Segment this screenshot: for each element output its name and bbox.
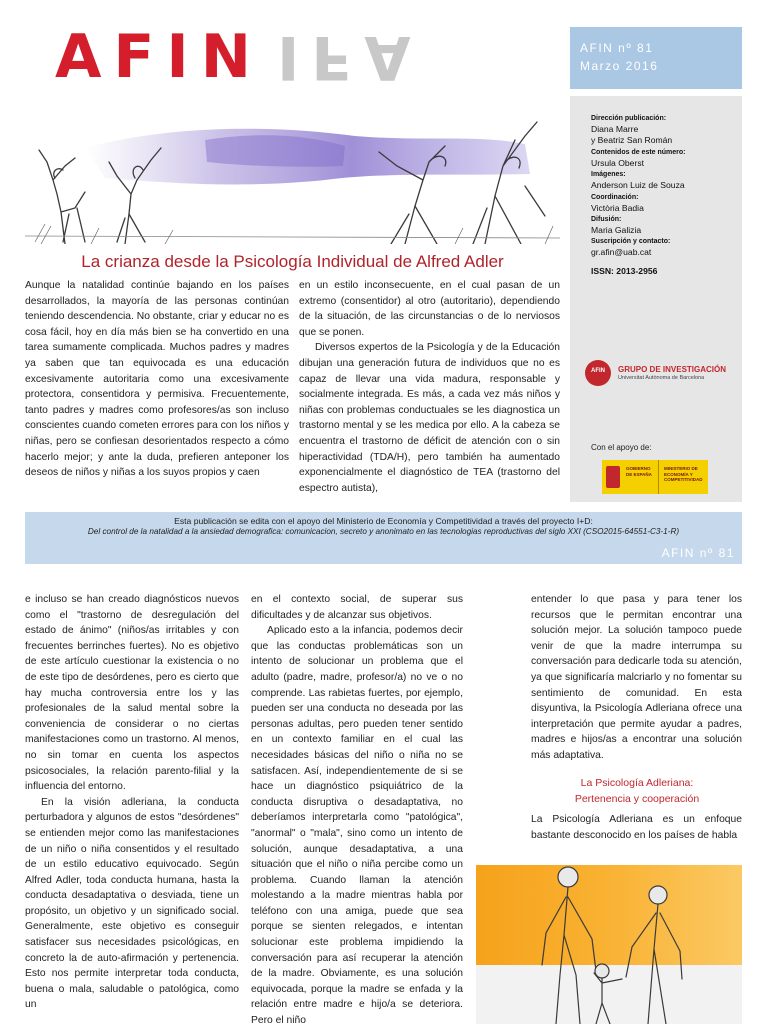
university-name: Universitat Autònoma de Barcelona [618,375,705,381]
subheading-line-2: Pertenencia y cooperación [574,793,700,805]
contact-email[interactable]: gr.afin@uab.cat [591,247,652,258]
ministry-divider [658,460,659,494]
subheading-line-1: La Psicología Adleriana: [580,777,694,789]
column-2 [299,278,560,496]
contenidos-value: Ursula Oberst [591,157,645,168]
support-label: Con el apoyo de: [591,443,652,452]
suscripcion-label: Suscripción y contacto: [591,238,671,246]
gov-label: GOBIERNO DE ESPAÑA [626,466,652,477]
coordinacion-value: Victòria Badia [591,202,644,213]
column-5 [531,592,742,764]
logo-mirror-i: I [276,22,312,92]
direccion-line-1: Diana Marre [591,124,639,134]
direccion-line-2: y Beatriz San Román [591,135,673,146]
logo-text: AFIN [55,22,263,92]
col4-paragraph-2: Aplicado esto a la infancia, podemos decir que las conductas problemáticas son un intento de solucionar un problema que el adulto (padre, madre, profesor/a) no ve o no comprende. Las rabietas fuertes, por ejemplo, pueden ser una conducta no deseada por las personas adultas, pero pueden tener sentido en un contexto familiar en el cual las necesidades básicas del niño o niña no se satisfacen. Así, independientemente de si se hace un diagnóstico psiquiátrico de la conducta disruptiva o desadaptativa, no deberíamos interpretarla como "patológica", "anormal" o "mala", sino como un intento de solución, aunque desadaptativa, a una situación que el niño o niña percibe como un problema. Cuando llaman la atención molestando a la madre mientras habla por teléfono con una amiga, puede que sea porque se sienten relegados, e intentan solucionar este problema impidiendo la conversación para así recuperar la atención de la madre. Obviamente, es una solución equivocada, porque la madre se enfada y la relación entre madre e hijo/a se deteriora. Pero el niño [251,625,463,1027]
afin-circle-logo [585,360,611,386]
group-name: GRUPO DE INVESTIGACIÓN [618,365,727,374]
column-5-continued [531,812,742,843]
logo-mirror-f: F [311,22,365,92]
hero-illustration [25,96,560,244]
issue-date: Marzo 2016 [580,59,659,73]
afin-logo [55,22,423,92]
issue-number: AFIN nº 81 [580,41,654,55]
issue-box [570,27,742,89]
col1-paragraph-1: Aunque la natalidad continúe bajando en los países desarrollados, la mayoría de las personas continúan teniendo descendencia. No obstante, criar y educar no es cosa fácil, hoy en día más bien se ha convertido en una tarea sumamente complicada. Muchos padres y madres ya saben que tan equivocada es una educación excesivamente autoritaria como una excesivamente protectora, consentidora y permisiva. Frecuentemente, tanto padres y madres como profesores/as son incluso conscientes cuando cometen errores para con los niños y niñas, pero se confiesan desorientados respecto a cómo hacerlo mejor; y ante la duda, prefieren anteponer los deseos de niños y niñas a los suyos propios y caen [25,280,289,479]
col4-paragraph-1: en el contexto social, de superar sus dificultades y de alcanzar sus objetivos. [251,594,463,621]
funding-issue-tag: AFIN nº 81 [661,546,735,560]
coat-of-arms-icon [606,466,620,488]
coordinacion-label: Coordinación: [591,193,639,201]
section-subheading [532,775,742,807]
credits [591,113,741,277]
column-1 [25,278,289,481]
difusion-label: Difusión: [591,216,622,224]
col3-paragraph-1: e incluso se han creado diagnósticos nuevos como el "trastorno de desregulación del estado de ánimo" (niños/as irritables y con frecuentes berrinches fuertes). No es objetivo de este artículo cuestionar la existencia o no de este tipo de desórdenes, pero es cierto que hay mucha controversia entre los y las profesionales de la salud mental sobre la conveniencia de considerar o no ciertas manifestaciones como un trastorno. Al menos, no sin tomar en cuenta los aspectos psicosociales, la relación parento-filial y la influencia del entorno. [25,594,239,793]
ministry-label: MINISTERIO DE ECONOMÍA Y COMPETITIVIDAD [664,466,703,483]
funding-line-1: Esta publicación se edita con el apoyo del Ministerio de Economía y Competitividad a través del proyecto I+D: [174,516,593,526]
contenidos-label: Contenidos de este número: [591,148,686,156]
imagenes-value: Anderson Luiz de Souza [591,180,685,191]
funding-line-2: Del control de la natalidad a la ansiedad demografica: comunicacion, secreto y anonimato en las tecnologias reproductivas del siglo XXI (CSO2015-64551-C3-1-R) [87,527,680,536]
hero-illustration-svg [25,96,560,244]
col2-paragraph-1: en un estilo inconsecuente, en el cual pasan de un extremo (consentidor) al otro (autoritario), dependiendo de la situación, de las circunstancias o de lo nerviosos que se ponen. [299,280,560,338]
col5-paragraph-1: entender lo que pasa y para tener los recursos que le permitan encontrar una solución mejor. La solución tampoco puede venir de que la madre interrumpa su conversación para dedicarle toda su atención, ya que significaría malcriarlo y no fomentar su sentimiento de comunidad. En esta disyuntiva, la Psicología Adleriana ofrece una interpretación que permite ayudar a padres, madres e hijos/as a encontrar una solución más adaptativa. [531,594,742,761]
family-illustration-svg [476,855,742,1024]
difusion-value: Maria Galizia [591,225,642,236]
issn: ISSN: 2013-2956 [591,265,658,276]
logo-mirror-a: A [364,22,423,92]
family-illustration [476,855,742,1024]
col3-paragraph-2: En la visión adleriana, la conducta perturbadora y algunos de estos "desórdenes" se entienden mejor como las manifestaciones de un niño o niña consentidos y el resultado de un estilo educativo equivocado. Según Alfred Adler, toda conducta humana, hasta la conducta desadaptativa o desviada, tiene un propósito, un objetivo y un significado social. Generalmente, este objetivo es conseguir satisfacer sus necesidades psicológicas, en concreto la de auto-afirmación y pertenencia. Esto nos permite interpretar toda conducta, buena o mala, saludable o patológica, como un [25,796,239,1011]
col5-paragraph-2: La Psicología Adleriana es un enfoque bastante desconocido en los países de habla [531,814,742,841]
article-title: La crianza desde la Psicología Individual de Alfred Adler [81,252,504,271]
col2-paragraph-2: Diversos expertos de la Psicología y de la Educación dibujan una generación futura de individuos que no es capaz de llevar una vida madura, responsable y socialmente integrada. Es más, a cada vez más niños y niñas con problemas conductuales se les diagnostica un trastorno mental y se les medica por ello. A la cabeza se encuentra el trastorno de déficit de atención con o sin hiperactividad (TDA/H), pero también ha aumentado exponencialmente el diagnóstico de TEA (trastorno del espectro autista), [299,342,560,494]
direccion-label: Dirección publicación: [591,115,667,122]
ministry-logo [602,460,708,494]
afin-circle-text: AFIN [591,368,605,374]
imagenes-label: Imágenes: [591,171,626,179]
column-4 [251,592,463,1029]
column-3 [25,592,239,1013]
logo-mirror [277,22,423,92]
